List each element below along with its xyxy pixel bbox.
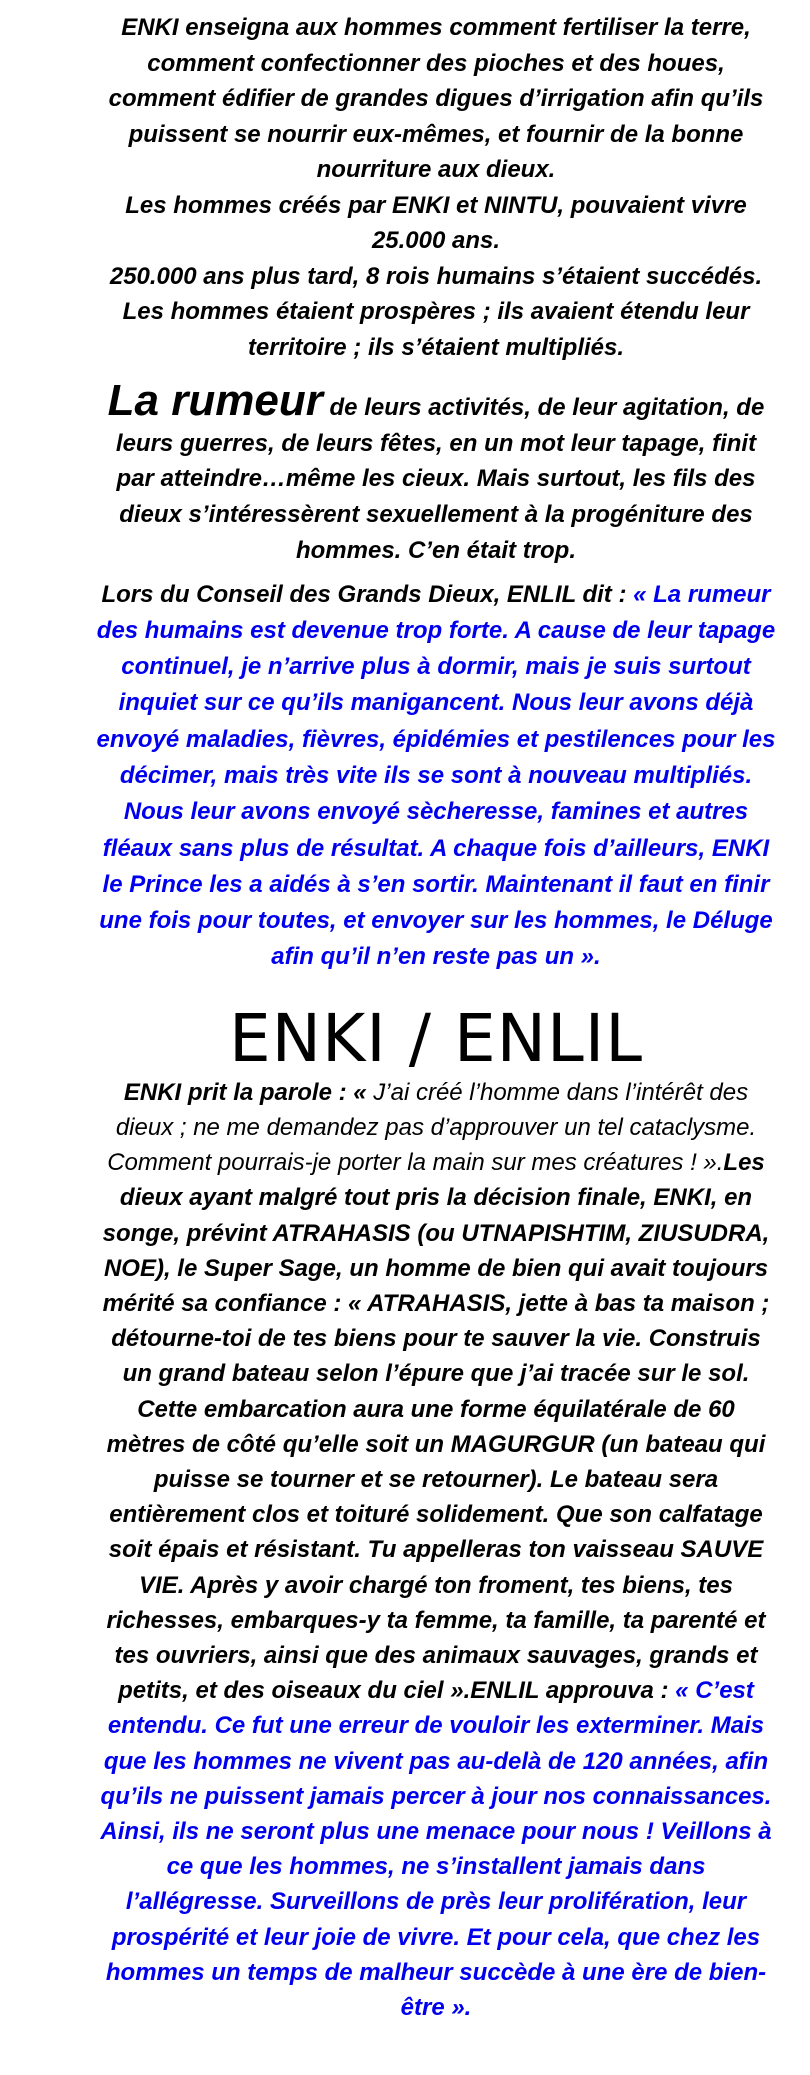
- text-line: richesses, embarques-y ta femme, ta famille, ta parenté et: [106, 1606, 766, 1634]
- text-line: comment édifier de grandes digues d’irrigation afin qu’ils: [108, 85, 764, 112]
- text-line: Lors du Conseil des Grands Dieux, ENLIL dit :: [101, 580, 634, 608]
- text-line: mètres de côté qu’elle soit un MAGURGUR (un bateau qui: [106, 1430, 766, 1458]
- quote-line: l’allégresse. Surveillons de près leur prolifération, leur: [125, 1888, 747, 1916]
- text-line: puissent se nourrir eux-mêmes, et fournir de la bonne: [128, 120, 744, 148]
- text-line: tes ouvriers, ainsi que des animaux sauvages, grands et: [114, 1642, 758, 1670]
- quote-line: qu’ils ne puissent jamais percer à jour nos connaissances.: [100, 1782, 772, 1810]
- quote-line: une fois pour toutes, et envoyer sur les hommes, le Déluge: [99, 907, 773, 935]
- quote-line: décimer, mais très vite ils se sont à nouveau multipliés.: [119, 762, 753, 789]
- quote-line: « La rumeur: [633, 580, 771, 608]
- document-page: [86, 10, 786, 2025]
- quote-line: envoyé maladies, fièvres, épidémies et pestilences pour les: [96, 725, 776, 753]
- text-line: soit épais et résistant. Tu appelleras ton vaisseau SAUVE: [108, 1536, 764, 1564]
- quote-line: des humains est devenue trop forte. A cause de leur tapage: [96, 616, 776, 644]
- text-line: ENKI prit la parole : «: [123, 1078, 374, 1106]
- text-line: un grand bateau selon l’épure que j’ai tracée sur le sol.: [122, 1360, 750, 1388]
- quote-line: « C’est: [675, 1677, 754, 1705]
- quote-line: être ».: [400, 1994, 472, 2022]
- quote-line: ce que les hommes, ne s’installent jamais dans: [166, 1853, 706, 1881]
- paragraph-conseil: [86, 577, 786, 976]
- quote-line: Nous leur avons envoyé sècheresse, famines et autres: [123, 798, 749, 826]
- text-line: J’ai créé l’homme dans l’intérêt des: [373, 1078, 749, 1106]
- quote-line: continuel, je n’arrive plus à dormir, mais je suis surtout: [121, 653, 751, 681]
- text-line: détourne-toi de tes biens pour te sauver la vie. Construis: [111, 1325, 761, 1353]
- text-line: puisse se tourner et se retourner). Le bateau sera: [153, 1466, 719, 1494]
- text-line: NOE), le Super Sage, un homme de bien qui avait toujours: [103, 1254, 769, 1282]
- paragraph-enki-teaching: [86, 10, 786, 365]
- text-line: songe, prévint ATRAHASIS (ou UTNAPISHTIM, ZIUSUDRA,: [102, 1219, 770, 1247]
- text-line: mérité sa confiance : « ATRAHASIS, jette à bas ta maison ;: [102, 1290, 770, 1317]
- text-line: petits, et des oiseaux du ciel ».ENLIL approuva :: [118, 1677, 676, 1705]
- text-line: entièrement clos et toituré solidement. Que son calfatage: [109, 1501, 763, 1529]
- quote-line: Ainsi, ils ne seront plus une menace pour nous ! Veillons à: [100, 1818, 772, 1846]
- text-line: leurs guerres, de leurs fêtes, en un mot leur tapage, finit: [115, 429, 757, 457]
- text-line: 25.000 ans.: [371, 227, 501, 254]
- text-line: de leurs activités, de leur agitation, de: [322, 394, 765, 421]
- text-line: comment confectionner des pioches et des houes,: [147, 49, 725, 77]
- quote-line: le Prince les a aidés à s’en sortir. Maintenant il faut en finir: [102, 870, 770, 898]
- quote-line: fléaux sans plus de résultat. A chaque fois d’ailleurs, ENKI: [102, 834, 770, 862]
- section-heading: ENKI / ENLIL: [228, 999, 644, 1077]
- quote-line: hommes un temps de malheur succède à une ère de bien-: [105, 1958, 767, 1986]
- text-line: Comment pourrais-je porter la main sur mes créatures ! ».: [107, 1149, 724, 1177]
- text-line: dieux ayant malgré tout pris la décision finale, ENKI, en: [119, 1184, 753, 1212]
- paragraph-rumeur: [86, 376, 786, 569]
- quote-line: prospérité et leur joie de vivre. Et pour cela, que chez les: [111, 1923, 761, 1951]
- text-line: 250.000 ans plus tard, 8 rois humains s’étaient succédés.: [109, 262, 763, 290]
- text-line: par atteindre…même les cieux. Mais surtout, les fils des: [116, 465, 756, 493]
- text-line: dieux ; ne me demandez pas d’approuver un tel cataclysme.: [115, 1113, 757, 1141]
- quote-line: afin qu’il n’en reste pas un ».: [271, 943, 601, 971]
- quote-line: entendu. Ce fut une erreur de vouloir les exterminer. Mais: [107, 1712, 765, 1740]
- lead-phrase: La rumeur: [107, 376, 323, 425]
- quote-line: inquiet sur ce qu’ils manigancent. Nous leur avons déjà: [118, 689, 754, 717]
- text-line: nourriture aux dieux.: [316, 156, 556, 183]
- quote-line: que les hommes ne vivent pas au-delà de 120 années, afin: [103, 1747, 769, 1775]
- text-line: Les hommes étaient prospères ; ils avaient étendu leur: [122, 298, 750, 325]
- text-line: hommes. C’en était trop.: [295, 536, 577, 564]
- text-line: territoire ; ils s’étaient multipliés.: [247, 333, 625, 361]
- text-line: Les: [723, 1149, 765, 1177]
- text-line: Les hommes créés par ENKI et NINTU, pouvaient vivre: [125, 191, 747, 219]
- text-line: Cette embarcation aura une forme équilatérale de 60: [137, 1395, 735, 1423]
- text-line: ENKI enseigna aux hommes comment fertiliser la terre,: [121, 14, 751, 41]
- paragraph-deluge: [86, 1075, 786, 2025]
- text-line: dieux s’intéressèrent sexuellement à la progéniture des: [119, 501, 753, 529]
- text-line: VIE. Après y avoir chargé ton froment, tes biens, tes: [139, 1571, 733, 1599]
